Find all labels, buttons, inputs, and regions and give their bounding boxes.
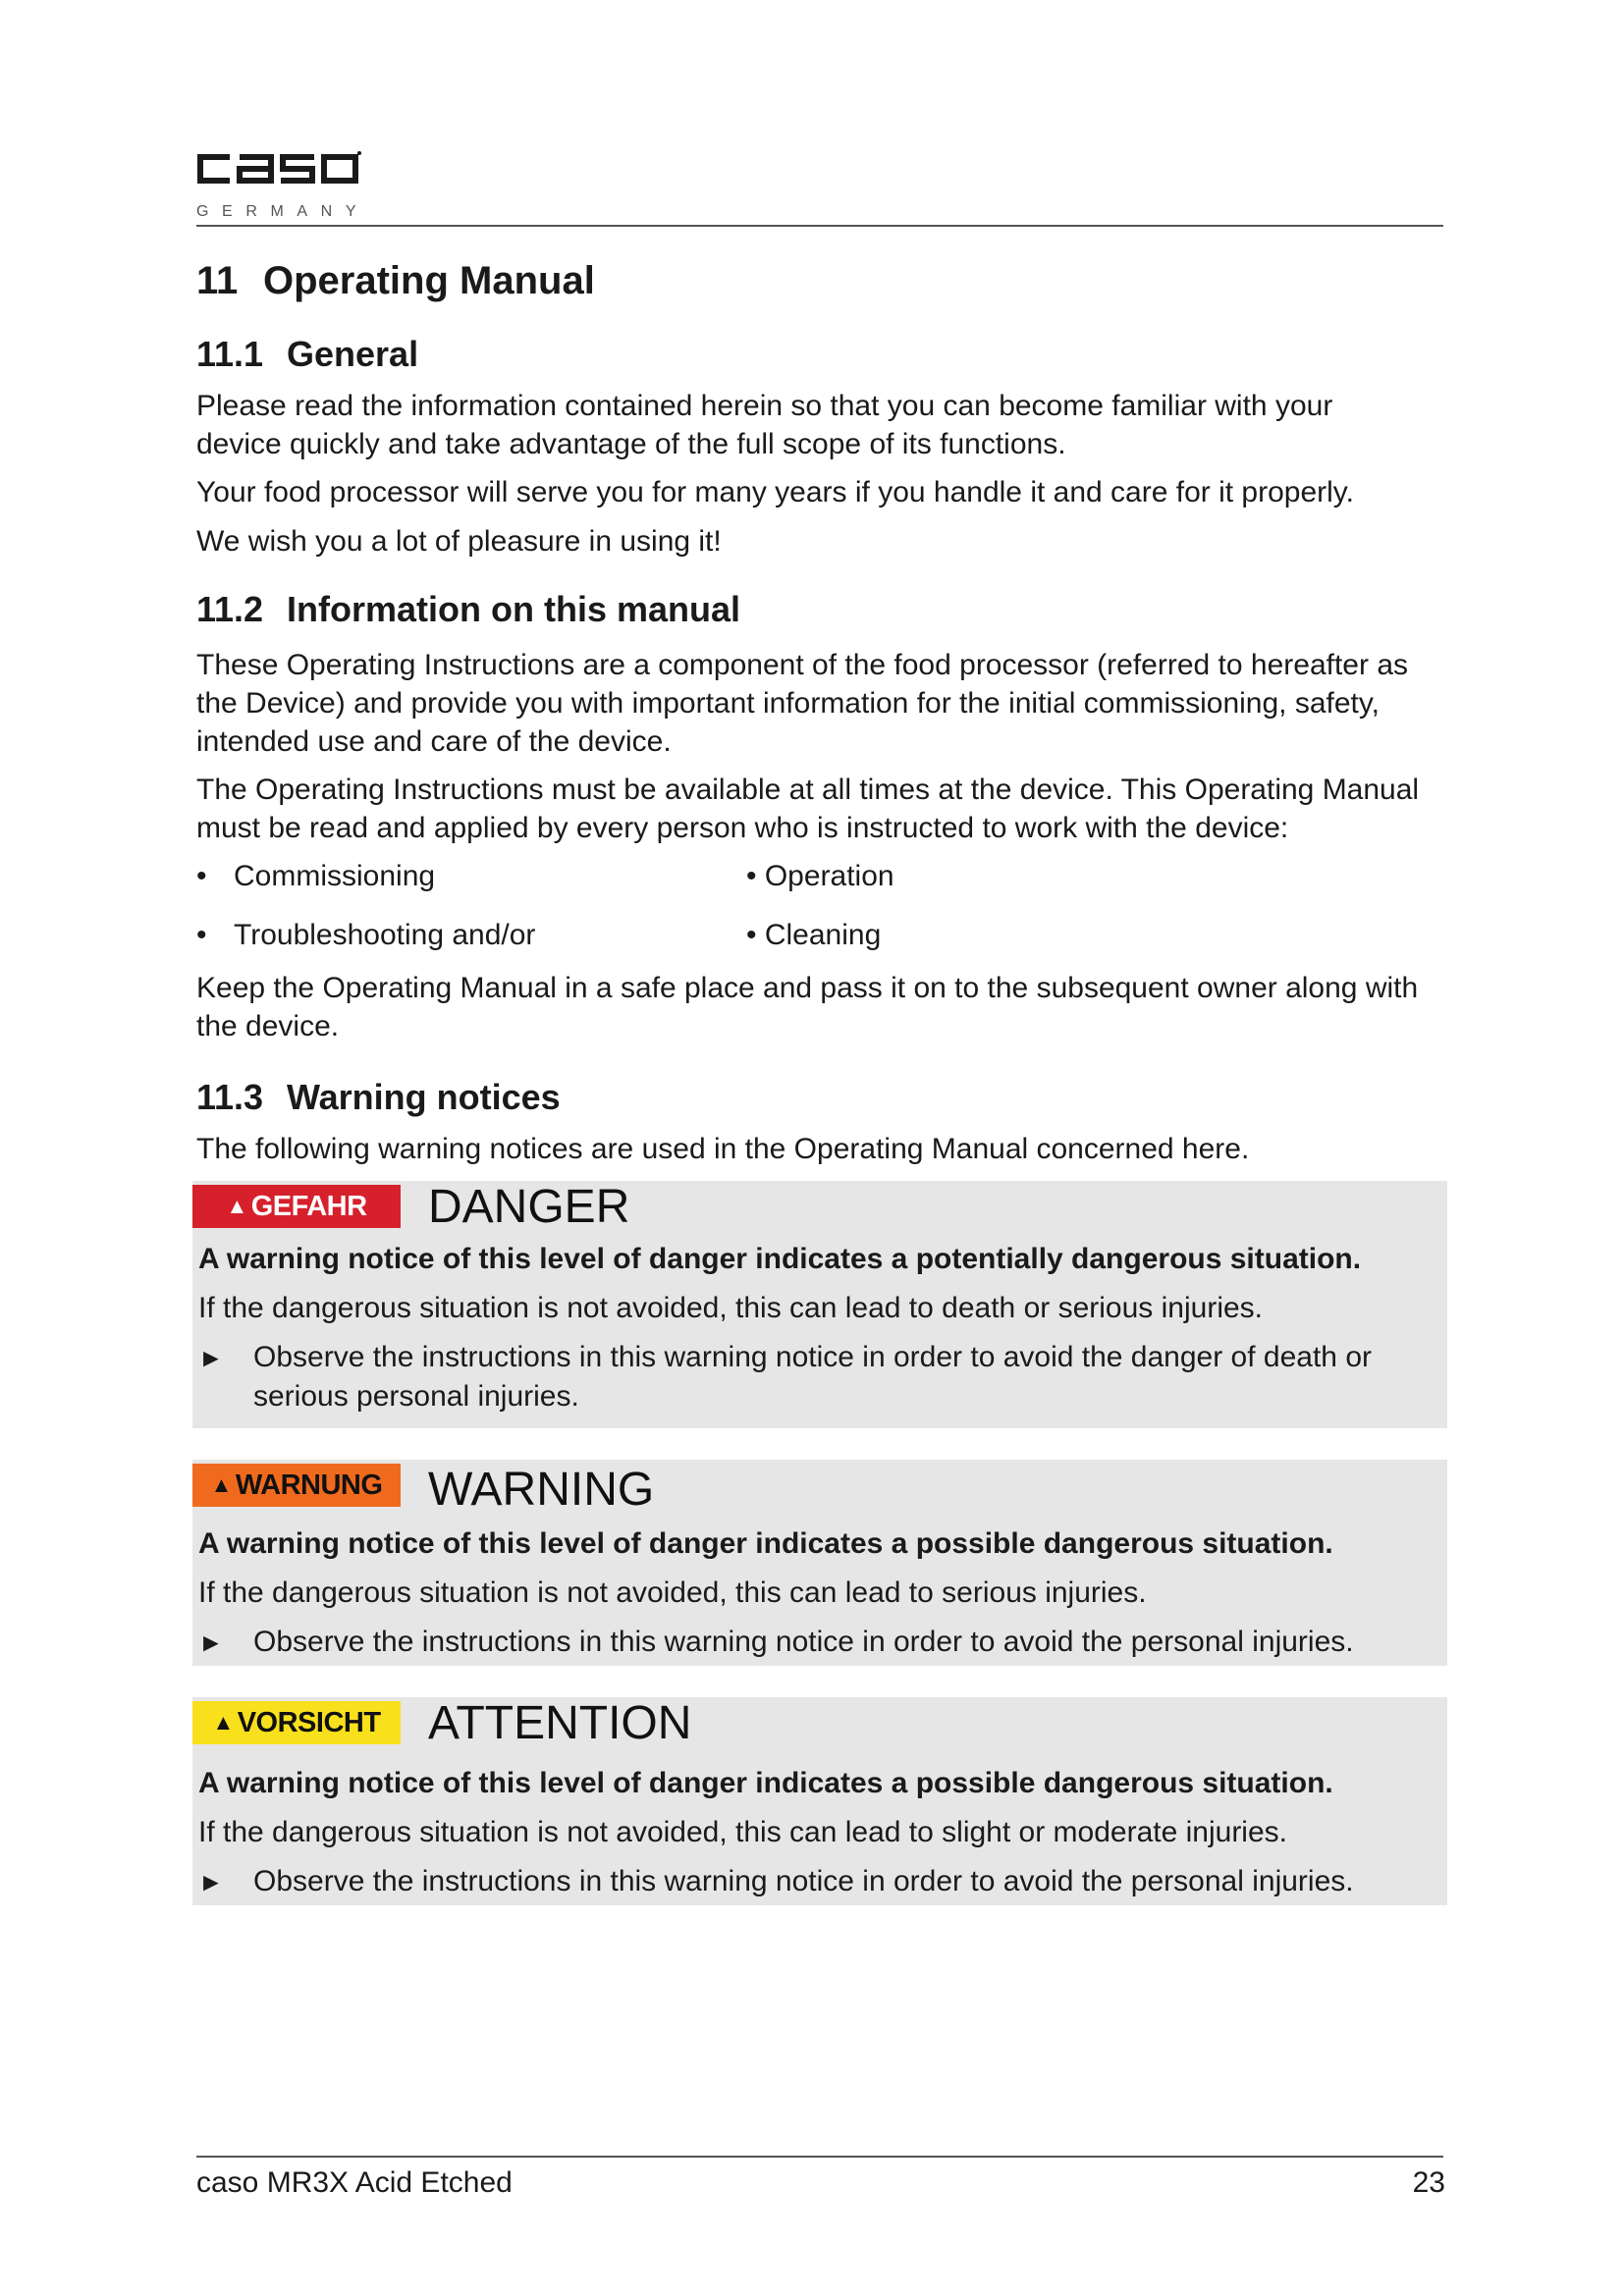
gefahr-sign: ▲ GEFAHR [192,1185,401,1228]
bullet-item: • Cleaning [746,919,882,951]
arrow-right-icon: ► [198,1343,224,1372]
danger-title: DANGER [428,1181,630,1233]
attention-title: ATTENTION [428,1697,692,1749]
bullet-list [196,857,1445,955]
section-title: Warning notices [287,1077,561,1117]
attention-text: If the dangerous situation is not avoided, this can lead to slight or moderate injuries. [198,1816,1287,1848]
warning-title: WARNING [428,1464,655,1516]
attention-action [192,1862,1447,1901]
warnung-sign: ▲ WARNUNG [192,1464,401,1507]
section-number: 11.1 [196,334,264,374]
warning-notice [192,1460,1447,1666]
danger-notice [192,1181,1447,1428]
warning-text: If the dangerous situation is not avoided, this can lead to serious injuries. [198,1576,1147,1609]
attention-bold-text: A warning notice of this level of danger indicates a possible dangerous situation. [198,1767,1333,1799]
warning-action [192,1623,1447,1662]
section-title: General [287,334,419,374]
page-number: 23 [1412,2166,1445,2199]
bullet-item: • Commissioning [196,860,436,892]
logo-subtitle: GERMANY [196,203,370,220]
section-11-heading [196,253,1445,308]
general-paragraph-3: We wish you a lot of pleasure in using it! [196,525,722,558]
header-rule [196,225,1443,227]
vorsicht-sign: ▲ VORSICHT [192,1701,401,1744]
manual-paragraph-1: These Operating Instructions are a component of the food processor (referred to hereafter as the Device) and provide you with important information for the initial commissioning, safety, intended use and care of the device. [196,649,1408,758]
section-number: 11.2 [196,589,264,629]
section-title: Information on this manual [287,589,741,629]
warning-triangle-icon: ▲ [210,1472,232,1497]
section-title: Operating Manual [263,259,595,302]
danger-action-text: Observe the instructions in this warning notice in order to avoid the danger of death or serious personal injuries. [253,1341,1372,1413]
warning-triangle-icon: ▲ [226,1194,247,1218]
caso-logo [175,126,371,228]
danger-action [192,1338,1447,1416]
section-number: 11.3 [196,1077,264,1117]
attention-action-text: Observe the instructions in this warning notice in order to avoid the personal injuries. [253,1865,1354,1897]
footer-product-name: caso MR3X Acid Etched [196,2166,513,2199]
manual-paragraph-3: Keep the Operating Manual in a safe place and pass it on to the subsequent owner along with the device. [196,972,1419,1042]
general-paragraph-1: Please read the information contained herein so that you can become familiar with your device quickly and take advantage of the full scope of its functions. [196,390,1333,460]
footer-rule [196,2156,1443,2158]
danger-bold-text: A warning notice of this level of danger indicates a potentially dangerous situation. [198,1243,1362,1275]
warning-bold-text: A warning notice of this level of danger indicates a possible dangerous situation. [198,1527,1333,1560]
section-number: 11 [196,259,239,302]
manual-paragraph-2: The Operating Instructions must be available at all times at the device. This Operating Manual must be read and applied by every person who is instructed to work with the device: [196,774,1420,844]
warning-triangle-icon: ▲ [212,1710,234,1735]
section-11-1-heading [196,332,1445,377]
general-paragraph-2: Your food processor will serve you for many years if you handle it and care for it properly. [196,476,1354,508]
bullet-item: • Troubleshooting and/or [196,919,536,951]
arrow-right-icon: ► [198,1628,224,1657]
attention-notice [192,1697,1447,1905]
section-11-2-heading [196,587,1445,632]
section-11-3-heading [196,1075,1445,1120]
warning-action-text: Observe the instructions in this warning notice in order to avoid the personal injuries. [253,1626,1354,1658]
warning-intro: The following warning notices are used in the Operating Manual concerned here. [196,1133,1250,1165]
caso-logo-mark [194,149,361,188]
bullet-item: • Operation [746,860,894,892]
arrow-right-icon: ► [198,1867,224,1896]
danger-text: If the dangerous situation is not avoided, this can lead to death or serious injuries. [198,1292,1263,1324]
content [196,253,1445,1905]
